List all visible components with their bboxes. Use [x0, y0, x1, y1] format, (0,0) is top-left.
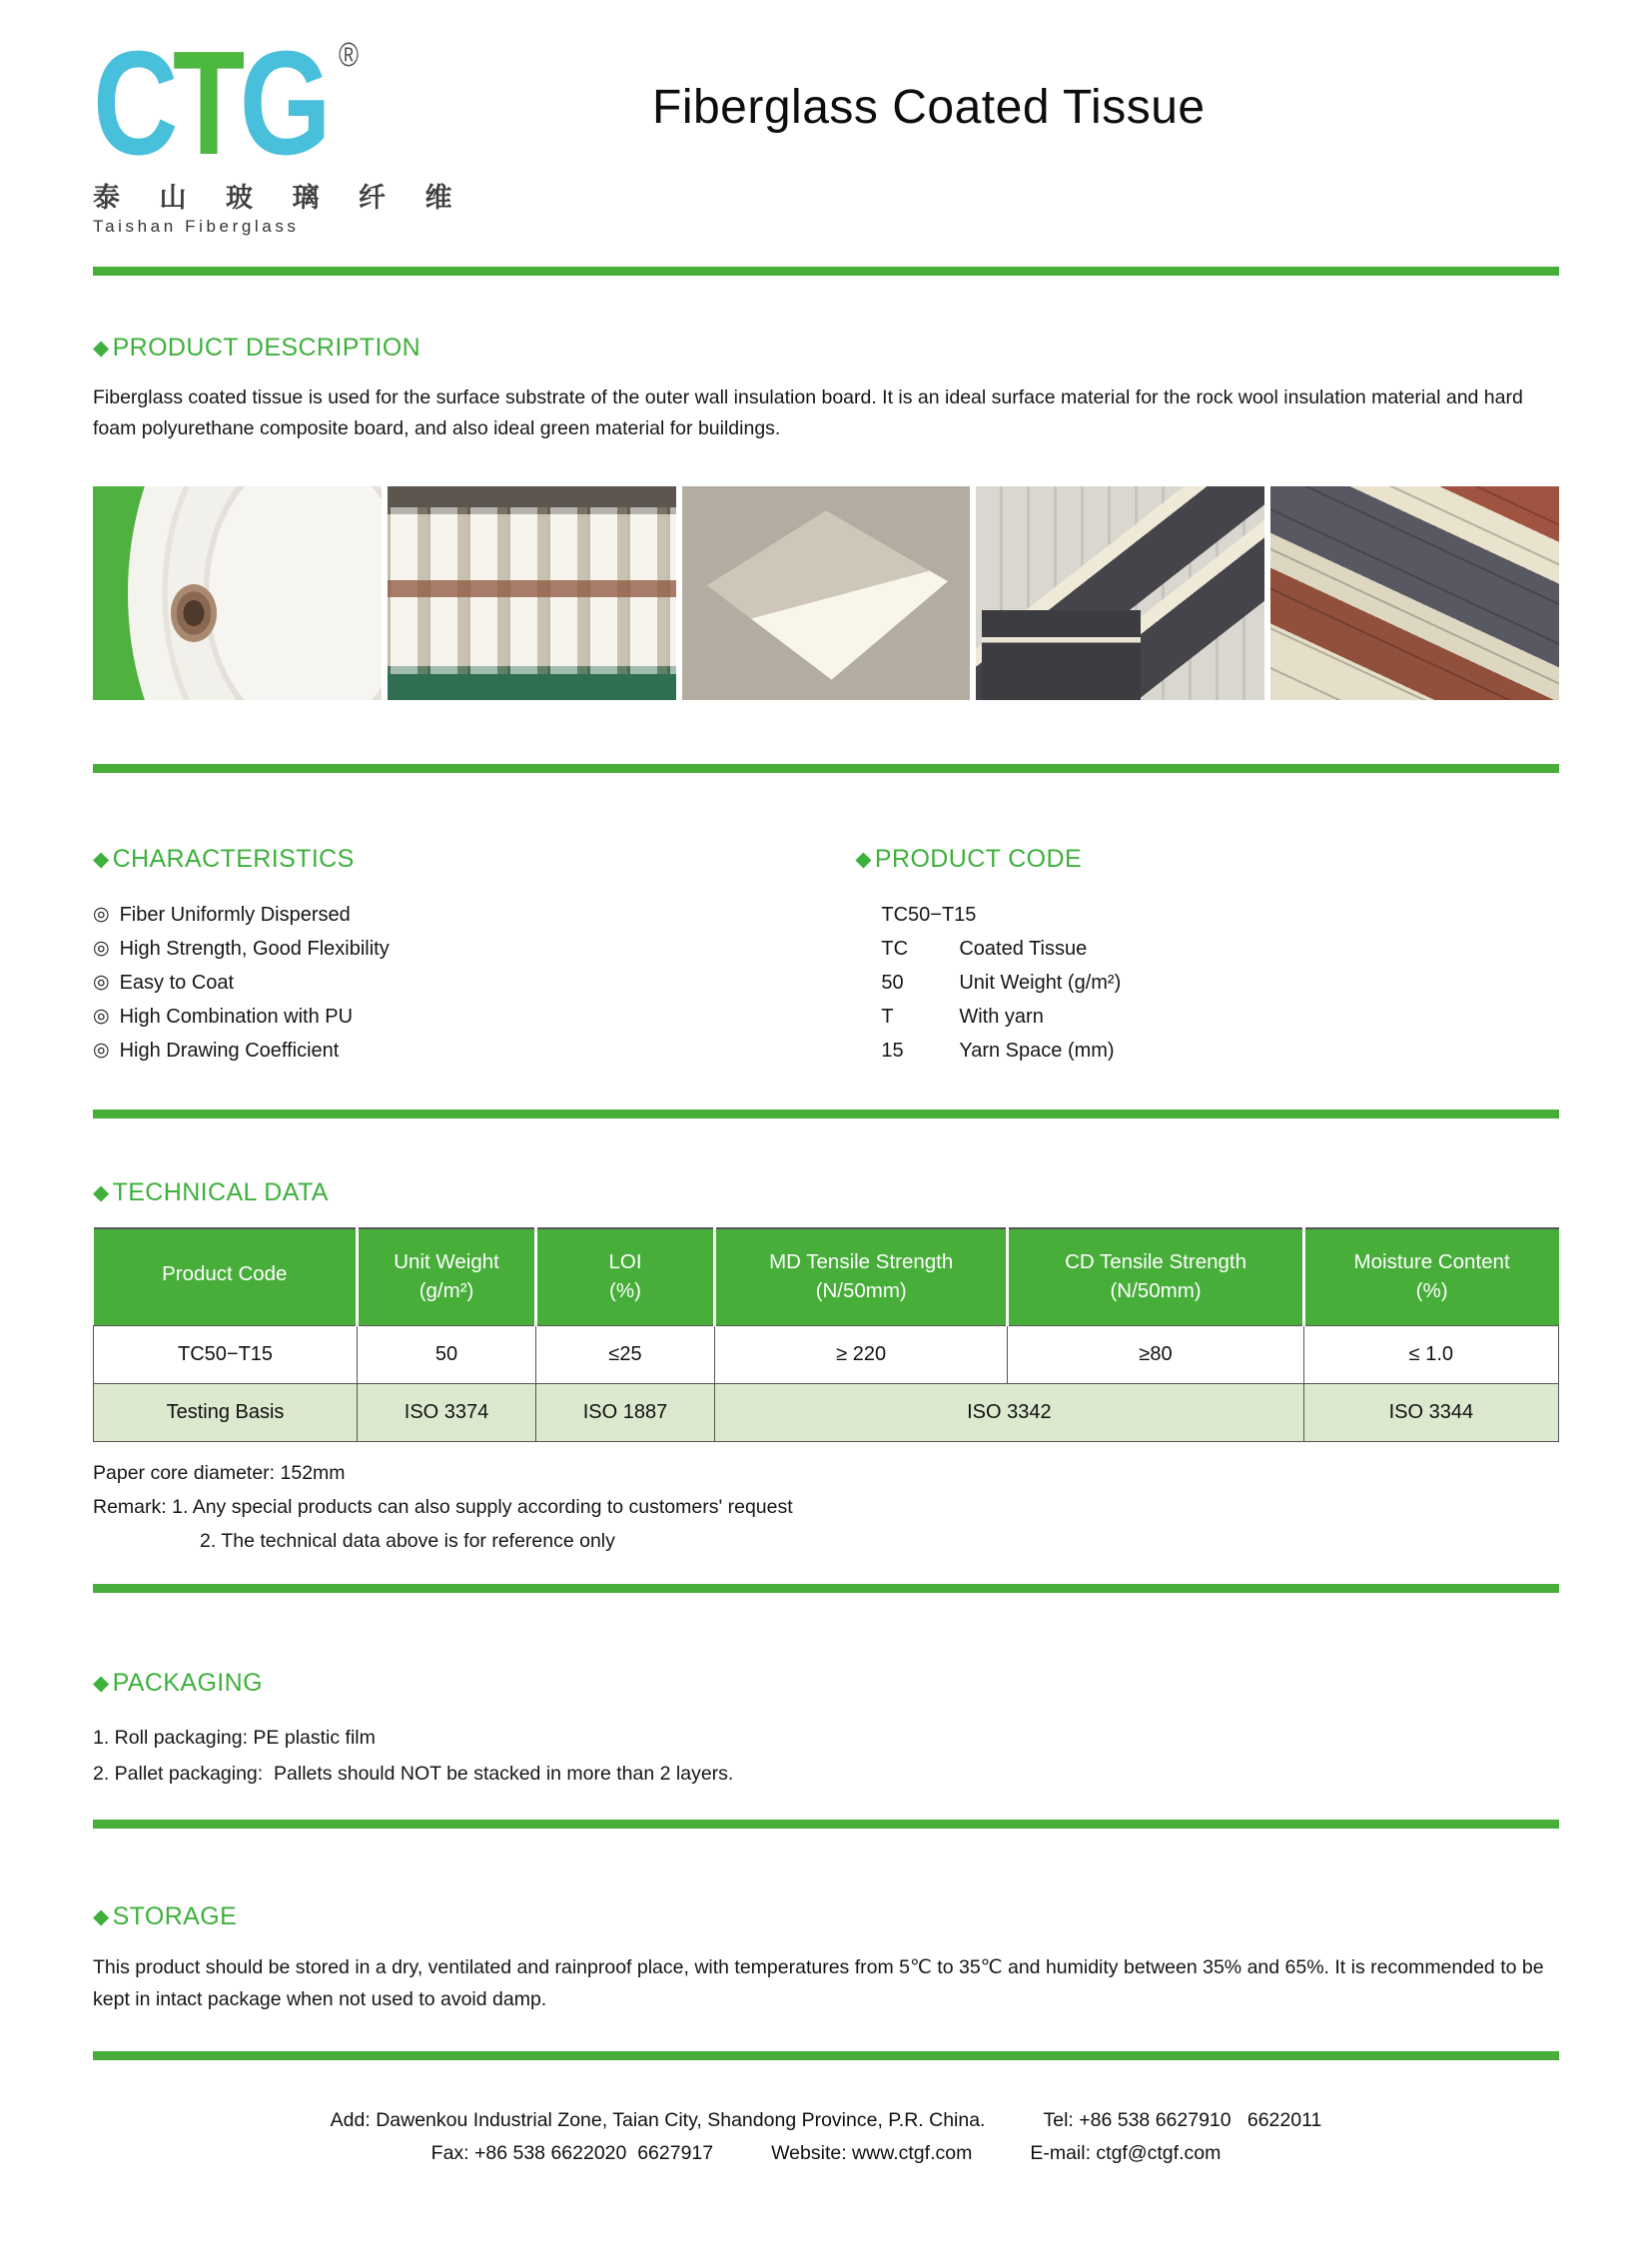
- logo-letter-g: G: [239, 21, 327, 186]
- paper-core-note: Paper core diameter: 152mm: [93, 1461, 346, 1484]
- code-key: TC: [881, 938, 909, 960]
- website-text: Website: www.ctgf.com: [771, 2141, 973, 2164]
- code-legend-row: [881, 932, 1559, 966]
- cell-testing-loi: ISO 1887: [536, 1383, 715, 1441]
- remark-line-2: 2. The technical data above is for reference only: [200, 1529, 615, 1552]
- code-key: 15: [881, 1040, 904, 1062]
- section-divider: [93, 1820, 1559, 1829]
- heading-label: PRODUCT DESCRIPTION: [112, 334, 421, 362]
- storage-text: This product should be stored in a dry, ventilated and rainproof place, with temperatures from 5℃ to 35℃ and humidity between 35% and 65%. It is recommended to be kept in intact package when not used to avoid damp.: [93, 1955, 1544, 2010]
- list-item-label: High Drawing Coefficient: [119, 1040, 340, 1062]
- technical-data-table: [93, 1227, 1559, 1442]
- section-divider: [93, 1110, 1559, 1119]
- table-notes: [93, 1456, 1559, 1558]
- cell-testing-moisture: ISO 3344: [1303, 1383, 1558, 1441]
- heading-label: PRODUCT CODE: [874, 845, 1083, 873]
- col-header-product-code: Product Code: [94, 1228, 358, 1325]
- cell-testing-tensile: ISO 3342: [714, 1383, 1303, 1441]
- address-text: [331, 2104, 986, 2137]
- col-header-loi: LOI (%): [536, 1228, 715, 1325]
- list-item: [93, 932, 855, 966]
- remark-line-1: Remark: 1. Any special products can also supply according to customers' request: [93, 1495, 793, 1518]
- section-divider: [93, 1584, 1559, 1593]
- bullseye-bullet-icon: ◎: [93, 972, 110, 993]
- heading-label: PACKAGING: [112, 1668, 263, 1697]
- panel-box-shape: [982, 610, 1141, 700]
- list-item-label: High Combination with PU: [119, 1006, 354, 1028]
- logo-letter-t: T: [172, 21, 240, 186]
- product-description-heading: [93, 334, 1559, 363]
- sandwich-panels-photo: [1270, 486, 1559, 700]
- composite-board-photo: [682, 486, 971, 700]
- cell-unit-weight: 50: [358, 1325, 536, 1383]
- section-divider: [93, 764, 1559, 773]
- address-value: Dawenkou Industrial Zone, Taian City, Shandong Province, P.R. China.: [376, 2108, 986, 2131]
- col-header-md-tensile: MD Tensile Strength (N/50mm): [714, 1228, 1007, 1325]
- footer-line-2: [93, 2137, 1559, 2170]
- packaging-item: 1. Roll packaging: PE plastic film: [93, 1726, 376, 1749]
- cell-cd-tensile: ≥80: [1008, 1325, 1303, 1383]
- code-legend-row: [881, 1034, 1559, 1068]
- logo-letter-c: C: [93, 21, 173, 186]
- list-item: [93, 1034, 855, 1068]
- warehouse-rolls-photo: [388, 486, 676, 700]
- product-photo-strip: [93, 486, 1559, 700]
- code-legend-row: [881, 1000, 1559, 1034]
- cell-product-code: TC50−T15: [94, 1325, 358, 1383]
- cell-moisture: ≤ 1.0: [1303, 1325, 1558, 1383]
- cell-testing-label: Testing Basis: [94, 1383, 358, 1441]
- bullseye-bullet-icon: ◎: [93, 938, 110, 959]
- storage-heading: [93, 1902, 1559, 1931]
- code-key: 50: [881, 972, 904, 994]
- packaging-list: [93, 1720, 1559, 1792]
- product-code-body: [881, 898, 1559, 1068]
- list-item-label: Fiber Uniformly Dispersed: [119, 904, 351, 926]
- testing-basis-row: [94, 1383, 1559, 1441]
- product-description-text: Fiberglass coated tissue is used for the surface substrate of the outer wall insulation board. It is an ideal surface material for the rock wool insulation material and hard foam polyurethane composite board, and also ideal green material for buildings.: [93, 386, 1523, 439]
- tissue-roll-shape: [128, 486, 382, 700]
- code-meaning: Coated Tissue: [959, 938, 1088, 960]
- contact-footer: [93, 2104, 1559, 2170]
- code-key: T: [881, 1006, 894, 1028]
- list-item: [93, 1000, 855, 1034]
- page-header: [93, 0, 1559, 267]
- diamond-icon: ◆: [93, 1904, 110, 1928]
- registered-trademark-icon: ®: [338, 36, 359, 74]
- logo-english-name: Taishan Fiberglass: [93, 217, 300, 237]
- product-code-heading: [855, 845, 1559, 874]
- section-divider: [93, 2051, 1559, 2060]
- table-row: [94, 1325, 1559, 1383]
- characteristics-section: [93, 845, 855, 1068]
- diamond-icon: ◆: [855, 848, 872, 871]
- code-meaning: With yarn: [959, 1006, 1044, 1028]
- diamond-icon: ◆: [93, 848, 110, 871]
- coated-tissue-roll-photo: [93, 486, 382, 700]
- address-label: Add:: [330, 2108, 371, 2131]
- bullseye-bullet-icon: ◎: [93, 904, 110, 925]
- roll-core-shape: [171, 584, 217, 642]
- characteristics-list: [93, 898, 855, 1068]
- list-item: [93, 966, 855, 1000]
- stacked-panels-photo: [976, 486, 1264, 700]
- list-item-label: High Strength, Good Flexibility: [119, 938, 390, 960]
- table-header-row: [94, 1228, 1559, 1325]
- packaging-heading: [93, 1669, 1559, 1698]
- bullseye-bullet-icon: ◎: [93, 1006, 110, 1027]
- product-code-value: TC50−T15: [881, 904, 977, 926]
- telephone-text: Tel: +86 538 6627910 6622011: [1043, 2108, 1322, 2131]
- fax-text: Fax: +86 538 6622020 6627917: [430, 2141, 714, 2164]
- heading-label: TECHNICAL DATA: [112, 1178, 329, 1206]
- code-meaning: Yarn Space (mm): [959, 1040, 1115, 1062]
- bullseye-bullet-icon: ◎: [93, 1040, 110, 1061]
- technical-data-heading: [93, 1178, 1559, 1207]
- cell-loi: ≤25: [536, 1325, 715, 1383]
- heading-label: CHARACTERISTICS: [112, 845, 355, 873]
- col-header-cd-tensile: CD Tensile Strength (N/50mm): [1008, 1228, 1303, 1325]
- section-divider: [93, 267, 1559, 276]
- page-title: Fiberglass Coated Tissue: [652, 81, 1206, 134]
- code-legend-row: [881, 966, 1559, 1000]
- logo-chinese-name: 泰 山 玻 璃 纤 维: [93, 183, 468, 214]
- col-header-unit-weight: Unit Weight (g/m²): [358, 1228, 536, 1325]
- list-item: [93, 898, 855, 932]
- product-code-section: [855, 845, 1559, 1068]
- packaging-item: 2. Pallet packaging: Pallets should NOT be stacked in more than 2 layers.: [93, 1762, 734, 1785]
- cell-testing-unit-weight: ISO 3374: [358, 1383, 536, 1441]
- col-header-moisture: Moisture Content (%): [1303, 1228, 1558, 1325]
- characteristics-product-code-row: [93, 845, 1559, 1068]
- code-meaning: Unit Weight (g/m²): [959, 972, 1122, 994]
- diamond-icon: ◆: [93, 1671, 110, 1695]
- characteristics-heading: [93, 845, 855, 874]
- diamond-icon: ◆: [93, 1181, 110, 1204]
- diamond-icon: ◆: [93, 337, 110, 360]
- list-item-label: Easy to Coat: [119, 972, 235, 994]
- email-text: E-mail: ctgf@ctgf.com: [1030, 2141, 1222, 2164]
- cell-md-tensile: ≥ 220: [714, 1325, 1007, 1383]
- heading-label: STORAGE: [112, 1901, 238, 1930]
- footer-line-1: [93, 2104, 1559, 2137]
- ctg-logo: [93, 21, 1559, 237]
